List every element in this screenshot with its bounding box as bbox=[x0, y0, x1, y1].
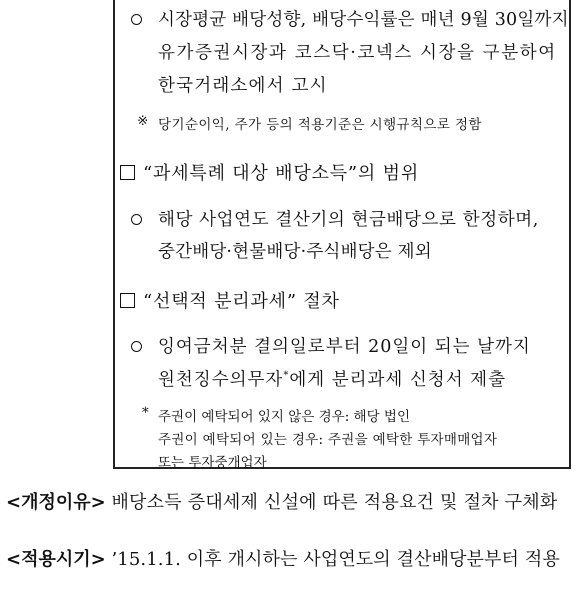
circle-bullet-icon bbox=[131, 341, 142, 352]
section3-title: “선택적 분리과세” 절차 bbox=[143, 291, 340, 312]
footnote-ref: * bbox=[283, 370, 290, 382]
reason-text: 배당소득 증대세제 신설에 따른 적용요건 및 절차 구체화 bbox=[111, 492, 558, 513]
circle-bullet-icon bbox=[131, 214, 142, 225]
footnote-line-2: 주권이 예탁되어 있는 경우: 주권을 예탁한 투자매매업자 bbox=[158, 432, 498, 448]
effective-text: ’15.1.1. 이후 개시하는 사업연도의 결산배당분부터 적용 bbox=[111, 549, 560, 570]
footnote-line-1: 주권이 예탁되어 있지 않은 경우: 해당 법인 bbox=[158, 409, 410, 425]
content-box bbox=[113, 0, 571, 469]
reason-label: <개정이유> bbox=[6, 492, 106, 513]
withholding-agent: 원천징수의무자 bbox=[158, 370, 284, 390]
section3-line-1: 잉여금처분 결의일로부터 20일이 되는 날까지 bbox=[158, 337, 531, 357]
section2-line-2: 중간배당·현물배당·주식배당은 제외 bbox=[158, 242, 432, 262]
effective-row bbox=[6, 545, 560, 571]
checkbox-square-icon bbox=[120, 165, 135, 180]
section2-line-1: 해당 사업연도 결산기의 현금배당으로 한정하며, bbox=[158, 210, 539, 230]
section3-line-2-rest: 에게 분리과세 신청서 제출 bbox=[289, 370, 506, 390]
item1-line-2: 유가증권시장과 코스닥·코넥스 시장을 구분하여 bbox=[158, 43, 557, 63]
reason-row bbox=[6, 488, 557, 514]
item1-line-1: 시장평균 배당성향, 배당수익률은 매년 9월 30일까지 bbox=[158, 10, 569, 30]
checkbox-square-icon bbox=[120, 293, 135, 308]
note-text: 당기순이익, 주가 등의 적용기준은 시행규칙으로 정함 bbox=[158, 117, 482, 133]
item1-line-3: 한국거래소에서 고시 bbox=[158, 76, 328, 96]
section2-title: “과세특례 대상 배당소득”의 범위 bbox=[143, 163, 420, 184]
footnote-line-3: 또는 투자중개업자 bbox=[158, 455, 267, 471]
reference-mark-icon: ※ bbox=[137, 113, 149, 129]
footnote-mark: * bbox=[142, 405, 149, 421]
circle-bullet-icon bbox=[131, 14, 142, 25]
section3-line-2 bbox=[158, 366, 506, 391]
effective-label: <적용시기> bbox=[6, 549, 106, 570]
